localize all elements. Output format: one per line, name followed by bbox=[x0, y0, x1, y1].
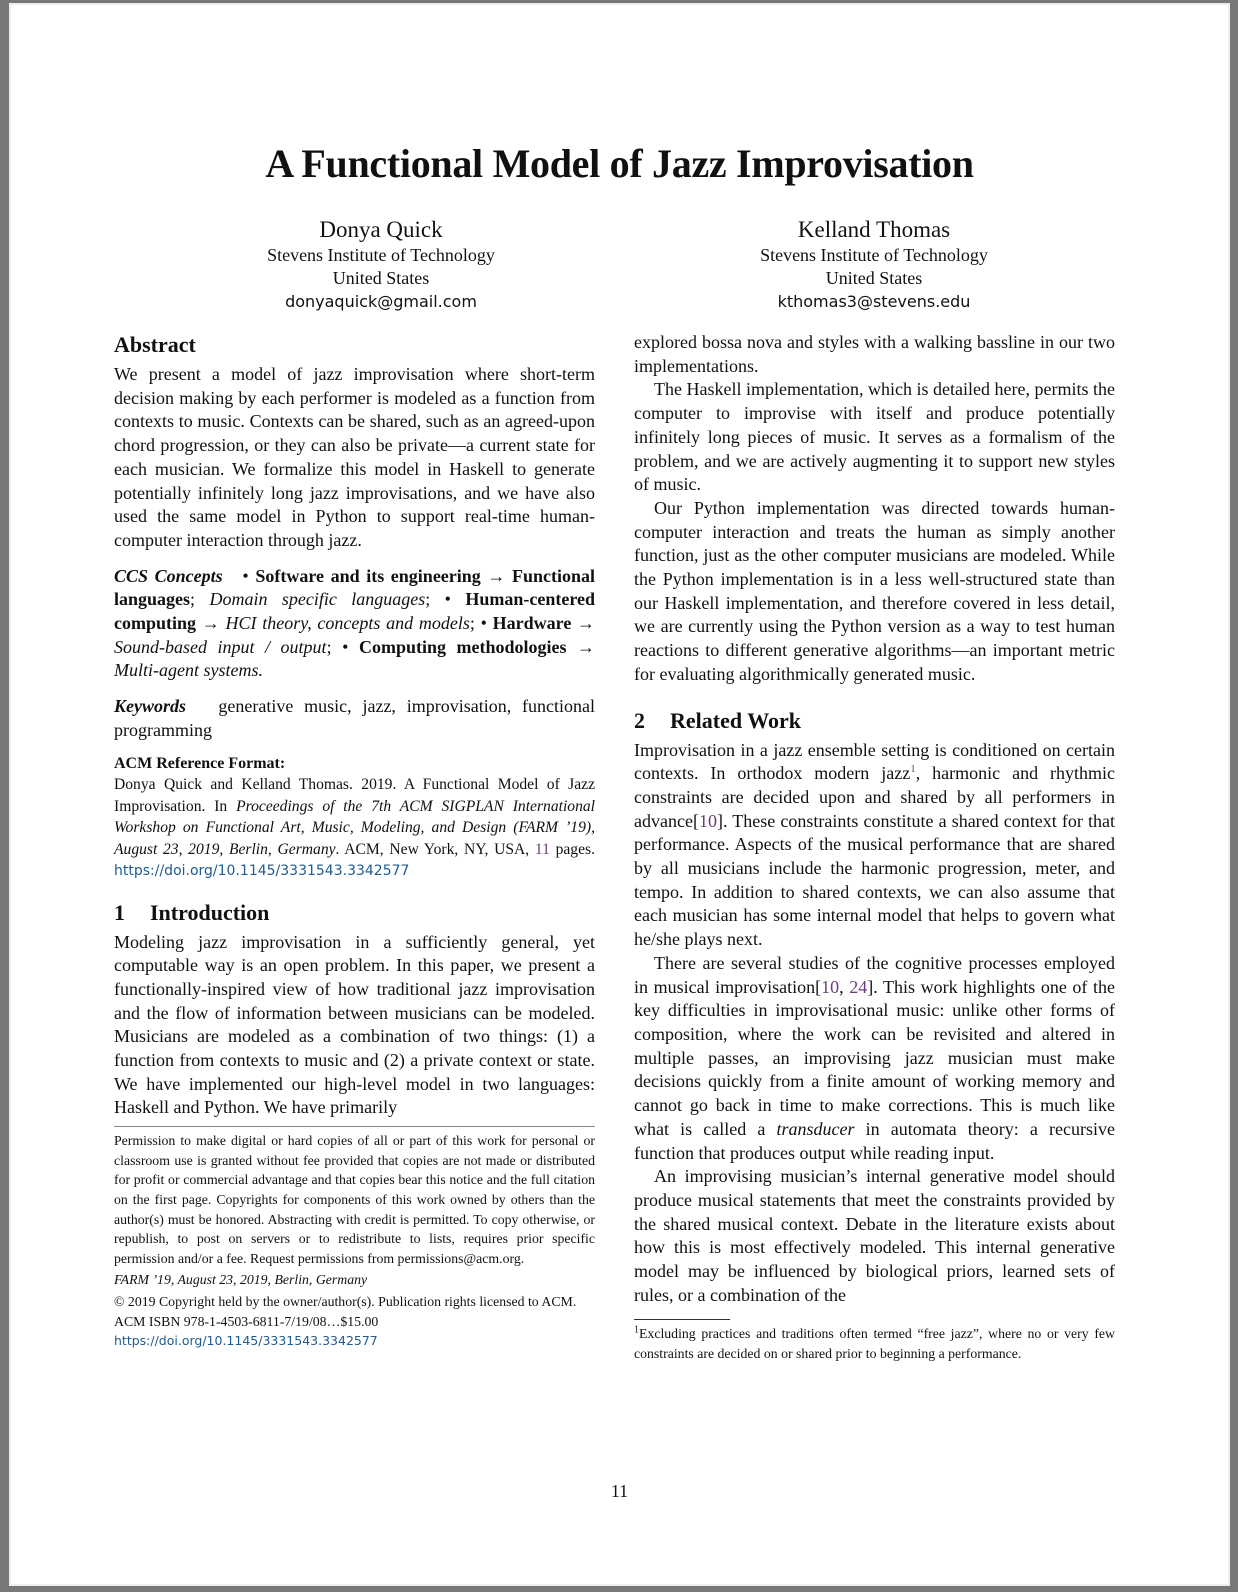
author-country: United States bbox=[825, 268, 923, 288]
emphasis: transducer bbox=[776, 1118, 855, 1139]
author-affiliation: Stevens Institute of Technology bbox=[760, 245, 988, 265]
arrow-icon: → bbox=[577, 613, 596, 634]
citation-link[interactable]: 24 bbox=[849, 976, 868, 997]
abstract-text: We present a model of jazz improvisation where short-term decision making by each performer is modeled as a function from contexts to music. Contexts can be shared, such as an agreed-upon chord progression, or they can also be private—a current state for each musician. We formalize this model in Haskell to generate potentially infinitely long jazz improvisations, and we have also used the same model in Python to support real-time human-computer interaction through jazz. bbox=[114, 364, 595, 550]
copyright-notice: © 2019 Copyright held by the owner/author(s). Publication rights licensed to ACM. bbox=[114, 1293, 577, 1309]
ccs-term: Hardware bbox=[492, 613, 572, 634]
arrow-icon: → bbox=[577, 636, 596, 657]
section-heading bbox=[114, 899, 595, 927]
permission-block bbox=[114, 1131, 595, 1351]
acm-reference-heading: ACM Reference Format: bbox=[114, 754, 286, 772]
ccs-label: CCS Concepts bbox=[114, 565, 223, 586]
section-number: 2 bbox=[634, 707, 645, 733]
section-introduction bbox=[114, 899, 595, 1121]
author-affiliation: Stevens Institute of Technology bbox=[267, 245, 495, 265]
section-title: Introduction bbox=[150, 899, 270, 925]
text: in automata theory: a recursive function that produces output while reading input. bbox=[634, 1118, 1115, 1163]
keywords-text: generative music, jazz, improvisation, functional programming bbox=[114, 696, 595, 740]
ccs-term: Human-centered computing bbox=[114, 589, 596, 634]
text: , harmonic and rhythmic constraints are decided upon and shared by all performers in advance[ bbox=[634, 763, 1116, 831]
text: , bbox=[839, 976, 850, 997]
author-country: United States bbox=[332, 268, 430, 288]
reference-text: pages. bbox=[549, 840, 595, 858]
text: Improvisation in a jazz ensemble setting is conditioned on certain contexts. In orthodox modern jazz bbox=[634, 739, 1115, 784]
left-column bbox=[114, 331, 595, 1351]
separator: ; bbox=[190, 589, 196, 610]
ccs-term: HCI theory, concepts and models bbox=[225, 613, 470, 634]
footnote bbox=[634, 1324, 1115, 1363]
divider bbox=[114, 1126, 595, 1127]
page-count-link[interactable]: 11 bbox=[534, 840, 550, 858]
paragraph: Modeling jazz improvisation in a sufficiently general, yet computable way is an open problem. In this paper, we present a functionally-inspired view of how traditional jazz improvisation and the flow of information between musicians can be modeled. Musicians are modeled as a combination of two things: (1) a function from contexts to music and (2) a private context or state. We have implemented our high-level model in two languages: Haskell and Python. We have primarily bbox=[114, 931, 595, 1118]
paragraph: Our Python implementation was directed towards human-computer interaction and treats the human as simply another function, just as the other computer musicians are modeled. While the Python implementation is in a less well-structured state than our Haskell implementation, and therefore covered in less detail, we are currently using the Python version as a way to test human reactions to different generative algorithms—an important metric for evaluating algorithmically generated music. bbox=[634, 497, 1115, 684]
reference-text: . ACM, New York, NY, USA, bbox=[335, 840, 535, 858]
paper-page bbox=[9, 3, 1230, 1586]
bullet-icon: • bbox=[242, 565, 249, 586]
page-number: 11 bbox=[610, 1481, 629, 1501]
section-number: 1 bbox=[114, 899, 125, 925]
isbn: ACM ISBN 978-1-4503-6811-7/19/08…$15.00 bbox=[114, 1313, 379, 1329]
reference-text: Donya Quick and Kelland Thomas. 2019. A Functional Model of Jazz Improvisation. In bbox=[114, 776, 595, 815]
abstract-heading: Abstract bbox=[114, 332, 196, 357]
paragraph: explored bossa nova and styles with a walking bassline in our two implementations. bbox=[634, 332, 1115, 376]
bullet-icon: • bbox=[342, 636, 349, 657]
keywords-label: Keywords bbox=[114, 696, 186, 717]
doi-link[interactable]: https://doi.org/10.1145/3331543.3342577 bbox=[114, 863, 410, 880]
text: ]. These constraints constitute a shared context for that performance. Aspects of the musical performance that are shared by all musicians include the harmonic progression, meter, and tempo. In addition to shared contexts, we can also assume that each musician has some internal model that helps to govern what he/she plays next. bbox=[634, 810, 1115, 950]
permission-text: Permission to make digital or hard copies of all or part of this work for personal or classroom use is granted without fee provided that copies are not made or distributed for profit or commercial advantage and that copies bear this notice and the full citation on the first page. Copyrights for components of this work owned by others than the author(s) must be honored. Abstracting with credit is permitted. To copy otherwise, or republish, to post on servers or to redistribute to lists, requires prior specific permission and/or a fee. Request permissions from permissions@acm.org. bbox=[114, 1133, 595, 1266]
author-email: kthomas3@stevens.edu bbox=[777, 292, 971, 311]
paragraph bbox=[634, 739, 1115, 952]
section-related-work bbox=[634, 707, 1115, 1308]
citation-link[interactable]: 10 bbox=[821, 976, 840, 997]
doi-link[interactable]: https://doi.org/10.1145/3331543.3342577 bbox=[114, 1333, 378, 1349]
separator: ; bbox=[425, 589, 431, 610]
acm-reference-format bbox=[114, 753, 595, 883]
citation-link[interactable]: 10 bbox=[698, 810, 717, 831]
ccs-term: Sound-based input / output bbox=[114, 636, 327, 657]
paragraph: The Haskell implementation, which is detailed here, permits the computer to improvise with itself and produce potentially infinitely long pieces of music. It serves as a formalism of the problem, and we are actively augmenting it to support new styles of music. bbox=[634, 379, 1115, 495]
ccs-term: Multi-agent systems. bbox=[114, 660, 263, 681]
text: ]. This work highlights one of the key difficulties in improvisational music: unlike other forms of composition, where the work can be revisited and altered in multiple passes, an improvising jazz musician must make decisions quickly from a finite amount of working memory and cannot go back in time to make corrections. This is much like what is called a bbox=[634, 976, 1115, 1139]
author-name: Donya Quick bbox=[319, 217, 443, 242]
author-email: donyaquick@gmail.com bbox=[285, 292, 477, 311]
section-title: Related Work bbox=[670, 707, 801, 733]
author-block-2 bbox=[664, 216, 1084, 314]
paper-title: A Functional Model of Jazz Improvisation bbox=[265, 141, 974, 186]
text: There are several studies of the cognitive processes employed in musical improvisation[ bbox=[634, 952, 1115, 997]
right-column bbox=[634, 331, 1115, 1364]
author-block-1 bbox=[171, 216, 591, 314]
footnote-marker[interactable]: 1 bbox=[910, 763, 916, 776]
ccs-term: Software and its engineering bbox=[255, 565, 481, 586]
arrow-icon: → bbox=[487, 565, 506, 586]
ccs-term: Computing methodologies bbox=[358, 636, 567, 657]
conference-info: FARM ’19, August 23, 2019, Berlin, Germany bbox=[114, 1272, 368, 1288]
ccs-term: Functional languages bbox=[114, 565, 596, 610]
bullet-icon: • bbox=[480, 613, 487, 634]
footnote-mark: 1 bbox=[634, 1324, 639, 1336]
section-heading bbox=[634, 707, 1115, 735]
footnote-text: Excluding practices and traditions often termed “free jazz”, where no or very few constraints are decided on or shared prior to beginning a performance. bbox=[634, 1326, 1115, 1362]
keywords bbox=[114, 695, 595, 742]
footnote-divider bbox=[634, 1319, 730, 1320]
separator: ; bbox=[469, 613, 475, 634]
author-name: Kelland Thomas bbox=[797, 217, 951, 242]
separator: ; bbox=[326, 636, 332, 657]
reference-venue: Proceedings of the 7th ACM SIGPLAN International Workshop on Functional Art, Music, Modeling, and Design (FARM ’19), August 23, 2019, Berlin, Germany bbox=[114, 797, 596, 858]
ccs-term: Domain specific languages bbox=[209, 589, 426, 610]
paragraph bbox=[634, 952, 1115, 1165]
bullet-icon: • bbox=[444, 589, 451, 610]
ccs-concepts bbox=[114, 565, 595, 684]
paragraph: An improvising musician’s internal generative model should produce musical statements that meet the constraints provided by the shared musical context. Debate in the literature exists about how this is most effectively modeled. This internal generative model may be influenced by biological priors, learned sets of rules, or a combination of the bbox=[634, 1166, 1115, 1305]
arrow-icon: → bbox=[201, 613, 220, 634]
